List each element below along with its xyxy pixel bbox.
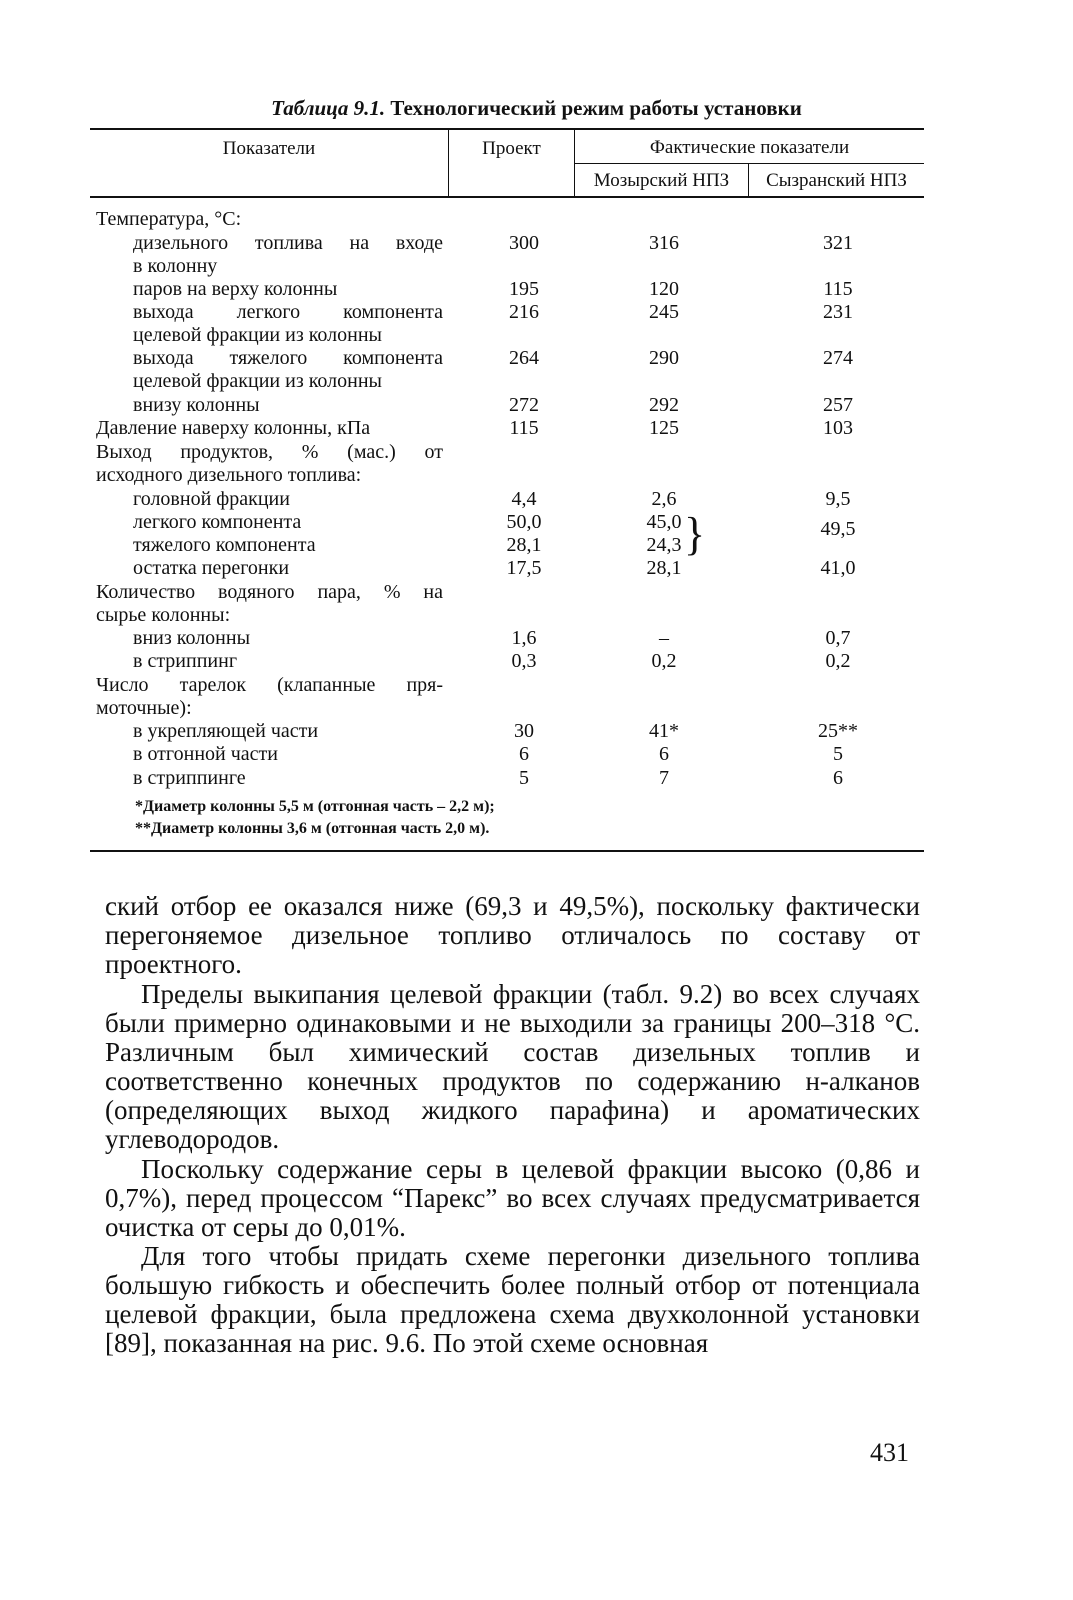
table-row: [0, 604, 1073, 627]
table-row: [0, 627, 1073, 650]
cell-syzran: 257: [823, 394, 853, 416]
row-label: дизельного топлива на входе: [133, 232, 443, 254]
cell-project: 216: [509, 301, 539, 323]
table-row: [0, 674, 1073, 697]
row-label: исходного дизельного топлива:: [96, 464, 362, 486]
row-label: целевой фракции из колонны: [133, 370, 382, 392]
cell-syzran: 25**: [818, 720, 858, 742]
cell-syzran: 0,7: [825, 627, 851, 649]
cell-syzran: 5: [833, 743, 843, 765]
row-label: в стриппинг: [133, 650, 238, 672]
table-header-subrule: [574, 163, 924, 164]
table-caption: [0, 96, 1073, 121]
body-paragraph: [105, 980, 920, 1154]
row-label: в укрепляющей части: [133, 720, 319, 742]
body-paragraph: [105, 1242, 920, 1358]
cell-mozyr: 125: [649, 417, 679, 439]
table-caption-title: Технологический режим работы установки: [390, 96, 802, 120]
cell-project: 5: [519, 767, 529, 789]
row-label: внизу колонны: [133, 394, 260, 416]
row-label: выхода легкого компонента: [133, 301, 443, 323]
row-label: Температура, °С:: [96, 208, 242, 230]
cell-project: 0,3: [511, 650, 537, 672]
cell-mozyr: 290: [649, 347, 679, 369]
row-label: Давление наверху колонны, кПа: [96, 417, 371, 439]
table-row: [0, 417, 1073, 440]
row-label: Число тарелок (клапанные пря-: [96, 674, 443, 696]
table-row: [0, 743, 1073, 766]
table-row: [0, 581, 1073, 604]
row-label: в отгонной части: [133, 743, 278, 765]
cell-mozyr: 245: [649, 301, 679, 323]
table-row: [0, 278, 1073, 301]
table-row: [0, 511, 1073, 534]
row-label: Выход продуктов, % (мас.) от: [96, 441, 443, 463]
cell-mozyr: 41*: [649, 720, 679, 742]
cell-mozyr: –: [659, 627, 669, 649]
cell-mozyr: 6: [659, 743, 669, 765]
table-row: [0, 488, 1073, 511]
table-row: [0, 767, 1073, 790]
row-label: целевой фракции из колонны: [133, 324, 382, 346]
table-caption-prefix: Таблица 9.1.: [271, 96, 386, 120]
cell-syzran: 9,5: [825, 488, 851, 510]
cell-project: 17,5: [506, 557, 542, 579]
header-syzran: Сызранский НПЗ: [766, 170, 907, 191]
paragraph-text: Пределы выкипания целевой фракции (табл. 9.2) во всех случаях были примерно одинаковыми и не выходили за границы 200–318 °С. Различным был химический состав дизельных топлив и соответственно конечных продуктов по содержанию н-алканов (определяющих выход жидкого парафина) и ароматических углеводородов.: [105, 979, 920, 1154]
row-label: вниз колонны: [133, 627, 251, 649]
header-mozyr: Мозырский НПЗ: [593, 170, 730, 191]
cell-mozyr: 24,3: [646, 534, 682, 556]
table-row: [0, 464, 1073, 487]
cell-mozyr: 45,0: [646, 511, 682, 533]
cell-project: 50,0: [506, 511, 542, 533]
cell-syzran: 103: [823, 417, 853, 439]
table-row: [0, 534, 1073, 557]
paragraph-text: Для того чтобы придать схеме перегонки дизельного топлива большую гибкость и обеспечить более полный отбор от потенциала целевой фракции, была предложена схема двухколонной установки [89], показанная на рис. 9.6. По этой схеме основная: [105, 1241, 920, 1358]
table-row: [0, 650, 1073, 673]
cell-syzran: 274: [823, 347, 853, 369]
cell-project: 300: [509, 232, 539, 254]
row-label: остатка перегонки: [133, 557, 290, 579]
cell-syzran: 321: [823, 232, 853, 254]
cell-mozyr: 28,1: [646, 557, 682, 579]
row-label: легкого компонента: [133, 511, 302, 533]
cell-project: 6: [519, 743, 529, 765]
cell-mozyr: 316: [649, 232, 679, 254]
row-label: моточные):: [96, 697, 192, 719]
page-number: 431: [870, 1438, 909, 1467]
cell-project: 4,4: [511, 488, 537, 510]
table-row: [0, 324, 1073, 347]
row-label: тяжелого компонента: [133, 534, 316, 556]
cell-project: 272: [509, 394, 539, 416]
table-row: [0, 208, 1073, 231]
body-paragraph: [105, 1155, 920, 1242]
table-row: [0, 370, 1073, 393]
body-paragraph: [105, 892, 920, 979]
table-row: [0, 347, 1073, 370]
table-row: [0, 557, 1073, 580]
row-label: выхода тяжелого компонента: [133, 347, 443, 369]
cell-project: 264: [509, 347, 539, 369]
cell-project: 115: [509, 417, 539, 439]
table-header-bottom-rule: [90, 196, 924, 198]
table-row: [0, 301, 1073, 324]
cell-syzran: 0,2: [825, 650, 851, 672]
paragraph-text: Поскольку содержание серы в целевой фракции высоко (0,86 и 0,7%), перед процессом “Парекс” во всех случаях предусматривается очистка от серы до 0,01%.: [105, 1154, 920, 1242]
cell-syzran: 6: [833, 767, 843, 789]
cell-mozyr: 7: [659, 767, 669, 789]
paragraph-text: ский отбор ее оказался ниже (69,3 и 49,5%), поскольку фактически перегоняемое дизельное топливо отличалось по составу от проектного.: [105, 891, 920, 979]
table-top-rule: [90, 128, 924, 130]
table-row: [0, 441, 1073, 464]
row-label: паров на верху колонны: [133, 278, 338, 300]
row-label: сырье колонны:: [96, 604, 231, 626]
header-actual: Фактические показатели: [649, 137, 850, 158]
row-label: в стриппинге: [133, 767, 246, 789]
table-row: [0, 697, 1073, 720]
cell-mozyr: 0,2: [651, 650, 677, 672]
table-bottom-rule: [90, 850, 924, 852]
cell-syzran: 115: [823, 278, 853, 300]
brace-icon: }: [684, 508, 706, 561]
cell-project: 195: [509, 278, 539, 300]
table-row: [0, 232, 1073, 255]
cell-mozyr: 120: [649, 278, 679, 300]
row-label: головной фракции: [133, 488, 290, 510]
table-row: [0, 255, 1073, 278]
header-indicators: Показатели: [222, 138, 316, 159]
table-footnote: **Диаметр колонны 3,6 м (отгонная часть 2,0 м).: [135, 820, 490, 837]
row-label: Количество водяного пара, % на: [96, 581, 443, 603]
table-row: [0, 720, 1073, 743]
cell-mozyr: 292: [649, 394, 679, 416]
cell-project: 30: [514, 720, 534, 742]
cell-syzran: 41,0: [820, 557, 856, 579]
cell-mozyr: 2,6: [651, 488, 677, 510]
cell-syzran-merged: 49,5: [820, 518, 856, 540]
cell-project: 1,6: [511, 627, 537, 649]
header-project: Проект: [482, 138, 541, 159]
table-footnote: *Диаметр колонны 5,5 м (отгонная часть – 2,2 м);: [135, 798, 495, 815]
table-row: [0, 394, 1073, 417]
cell-project: 28,1: [506, 534, 542, 556]
cell-syzran: 231: [823, 301, 853, 323]
row-label: в колонну: [133, 255, 218, 277]
